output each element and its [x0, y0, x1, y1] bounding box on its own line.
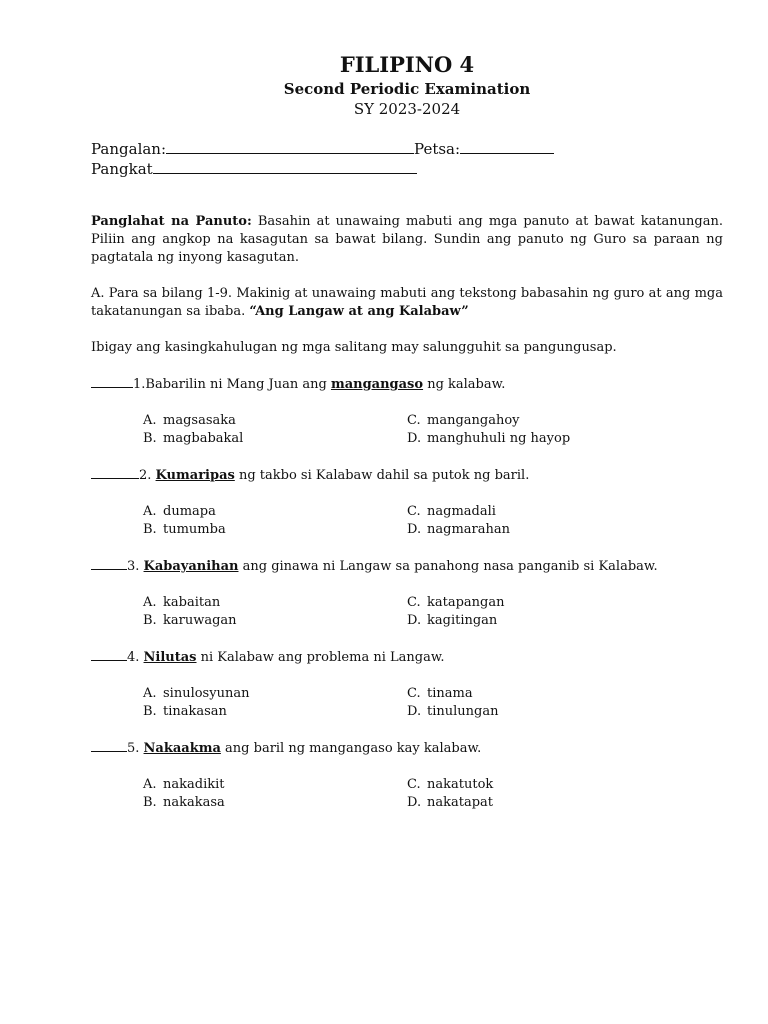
section-label: Pangkat: [91, 160, 153, 178]
choice-letter: D.: [407, 613, 422, 628]
question-keyword: Kumaripas: [155, 468, 235, 483]
question-number: 1.: [133, 377, 146, 392]
choice-text: katapangan: [427, 595, 505, 610]
question-text: [91, 466, 723, 485]
question-after: ang ginawa ni Langaw sa panahong nasa panganib si Kalabaw.: [238, 559, 658, 574]
choice-c[interactable]: [407, 685, 677, 703]
exam-page: [91, 52, 723, 812]
choice-text: karuwagan: [163, 613, 237, 628]
choice-c[interactable]: [407, 503, 677, 521]
choice-b[interactable]: [143, 612, 407, 630]
general-instructions: [91, 213, 723, 267]
answer-blank[interactable]: [91, 739, 127, 752]
choice-a[interactable]: [143, 412, 407, 430]
student-info: [91, 139, 723, 179]
name-label: Pangalan:: [91, 140, 167, 158]
choice-letter: A.: [143, 504, 157, 519]
choice-list: [143, 776, 723, 812]
question-number: 5.: [127, 741, 144, 756]
instructions-label: Panglahat na Panuto:: [91, 214, 252, 229]
choice-letter: B.: [143, 795, 157, 810]
question-after: ni Kalabaw ang problema ni Langaw.: [196, 650, 445, 665]
question-keyword: mangangaso: [330, 377, 424, 392]
answer-blank[interactable]: [91, 375, 133, 388]
choice-list: [143, 594, 723, 630]
question-keyword: Nilutas: [143, 650, 197, 665]
story-title: “Ang Langaw at ang Kalabaw”: [249, 304, 469, 319]
date-field[interactable]: [460, 139, 554, 154]
choice-c[interactable]: [407, 776, 677, 794]
choice-c[interactable]: [407, 594, 677, 612]
choice-list: [143, 685, 723, 721]
choice-letter: B.: [143, 431, 157, 446]
name-date-row: [91, 139, 723, 159]
choice-d[interactable]: [407, 612, 677, 630]
section-row: [91, 159, 723, 179]
choice-letter: A.: [143, 777, 157, 792]
choice-text: tinakasan: [163, 704, 227, 719]
question-after: ng kalabaw.: [423, 377, 506, 392]
choice-letter: C.: [407, 413, 421, 428]
choice-d[interactable]: [407, 430, 677, 448]
school-year: SY 2023-2024: [353, 100, 461, 118]
question-item: [91, 375, 723, 448]
choice-letter: A.: [143, 686, 157, 701]
choice-d[interactable]: [407, 703, 677, 721]
choice-b[interactable]: [143, 794, 407, 812]
question-list: [91, 375, 723, 812]
choice-a[interactable]: [143, 776, 407, 794]
question-keyword: Nakaakma: [143, 741, 221, 756]
choice-letter: D.: [407, 431, 422, 446]
choice-text: kagitingan: [427, 613, 498, 628]
section-a-text: A. Para sa bilang 1-9. Makinig at unawaing mabuti ang tekstong babasahin ng guro at ang mga takatanungan sa ibaba.: [91, 286, 723, 319]
question-text: [91, 375, 723, 394]
choice-letter: C.: [407, 504, 421, 519]
instructions-text: Basahin at unawaing mabuti ang mga panuto at bawat katanungan. Piliin ang angkop na kasagutan sa bawat bilang. Sundin ang panuto ng Guro sa paraan ng pagtatala ng inyong kasagutan.: [91, 214, 723, 265]
question-after: ng takbo si Kalabaw dahil sa putok ng baril.: [234, 468, 530, 483]
choice-c[interactable]: [407, 412, 677, 430]
choice-d[interactable]: [407, 521, 677, 539]
section-a-instructions: [91, 285, 723, 321]
name-field[interactable]: [166, 139, 414, 154]
choice-a[interactable]: [143, 685, 407, 703]
choice-d[interactable]: [407, 794, 677, 812]
question-text: [91, 739, 723, 758]
choice-b[interactable]: [143, 703, 407, 721]
choice-text: tinulungan: [427, 704, 499, 719]
question-number: 4.: [127, 650, 144, 665]
choice-text: nakakasa: [163, 795, 225, 810]
choice-letter: B.: [143, 522, 157, 537]
choice-text: nagmadali: [427, 504, 496, 519]
question-keyword: Kabayanihan: [143, 559, 239, 574]
choice-letter: D.: [407, 522, 422, 537]
exam-title: FILIPINO 4: [339, 52, 475, 77]
choice-b[interactable]: [143, 430, 407, 448]
answer-blank[interactable]: [91, 466, 139, 479]
question-item: [91, 557, 723, 630]
choice-a[interactable]: [143, 594, 407, 612]
choice-text: tumumba: [163, 522, 226, 537]
question-before: Babarilin ni Mang Juan ang: [145, 377, 331, 392]
question-item: [91, 739, 723, 812]
exam-subtitle: Second Periodic Examination: [283, 80, 531, 98]
section-field[interactable]: [153, 159, 417, 174]
directions: Ibigay ang kasingkahulugan ng mga salitang may salungguhit sa pangungusap.: [91, 340, 617, 355]
choice-list: [143, 412, 723, 448]
question-item: [91, 648, 723, 721]
question-number: 3.: [127, 559, 144, 574]
choice-a[interactable]: [143, 503, 407, 521]
choice-list: [143, 503, 723, 539]
question-text: [91, 557, 723, 576]
question-number: 2.: [139, 468, 156, 483]
choice-text: kabaitan: [163, 595, 221, 610]
answer-blank[interactable]: [91, 648, 127, 661]
choice-b[interactable]: [143, 521, 407, 539]
choice-letter: D.: [407, 795, 422, 810]
choice-letter: B.: [143, 704, 157, 719]
choice-letter: D.: [407, 704, 422, 719]
choice-text: dumapa: [163, 504, 216, 519]
choice-text: nagmarahan: [427, 522, 510, 537]
choice-letter: A.: [143, 595, 157, 610]
choice-letter: C.: [407, 595, 421, 610]
answer-blank[interactable]: [91, 557, 127, 570]
choice-text: nakatapat: [427, 795, 494, 810]
choice-letter: C.: [407, 777, 421, 792]
question-after: ang baril ng mangangaso kay kalabaw.: [220, 741, 482, 756]
question-item: [91, 466, 723, 539]
choice-text: manghuhuli ng hayop: [427, 431, 571, 446]
choice-letter: C.: [407, 686, 421, 701]
date-label: Petsa:: [414, 140, 461, 158]
choice-letter: A.: [143, 413, 157, 428]
choice-text: magsasaka: [163, 413, 236, 428]
choice-text: magbabakal: [163, 431, 244, 446]
choice-text: nakadikit: [163, 777, 225, 792]
choice-text: sinulosyunan: [163, 686, 250, 701]
choice-letter: B.: [143, 613, 157, 628]
choice-text: nakatutok: [427, 777, 494, 792]
choice-text: tinama: [427, 686, 473, 701]
question-text: [91, 648, 723, 667]
choice-text: mangangahoy: [427, 413, 520, 428]
